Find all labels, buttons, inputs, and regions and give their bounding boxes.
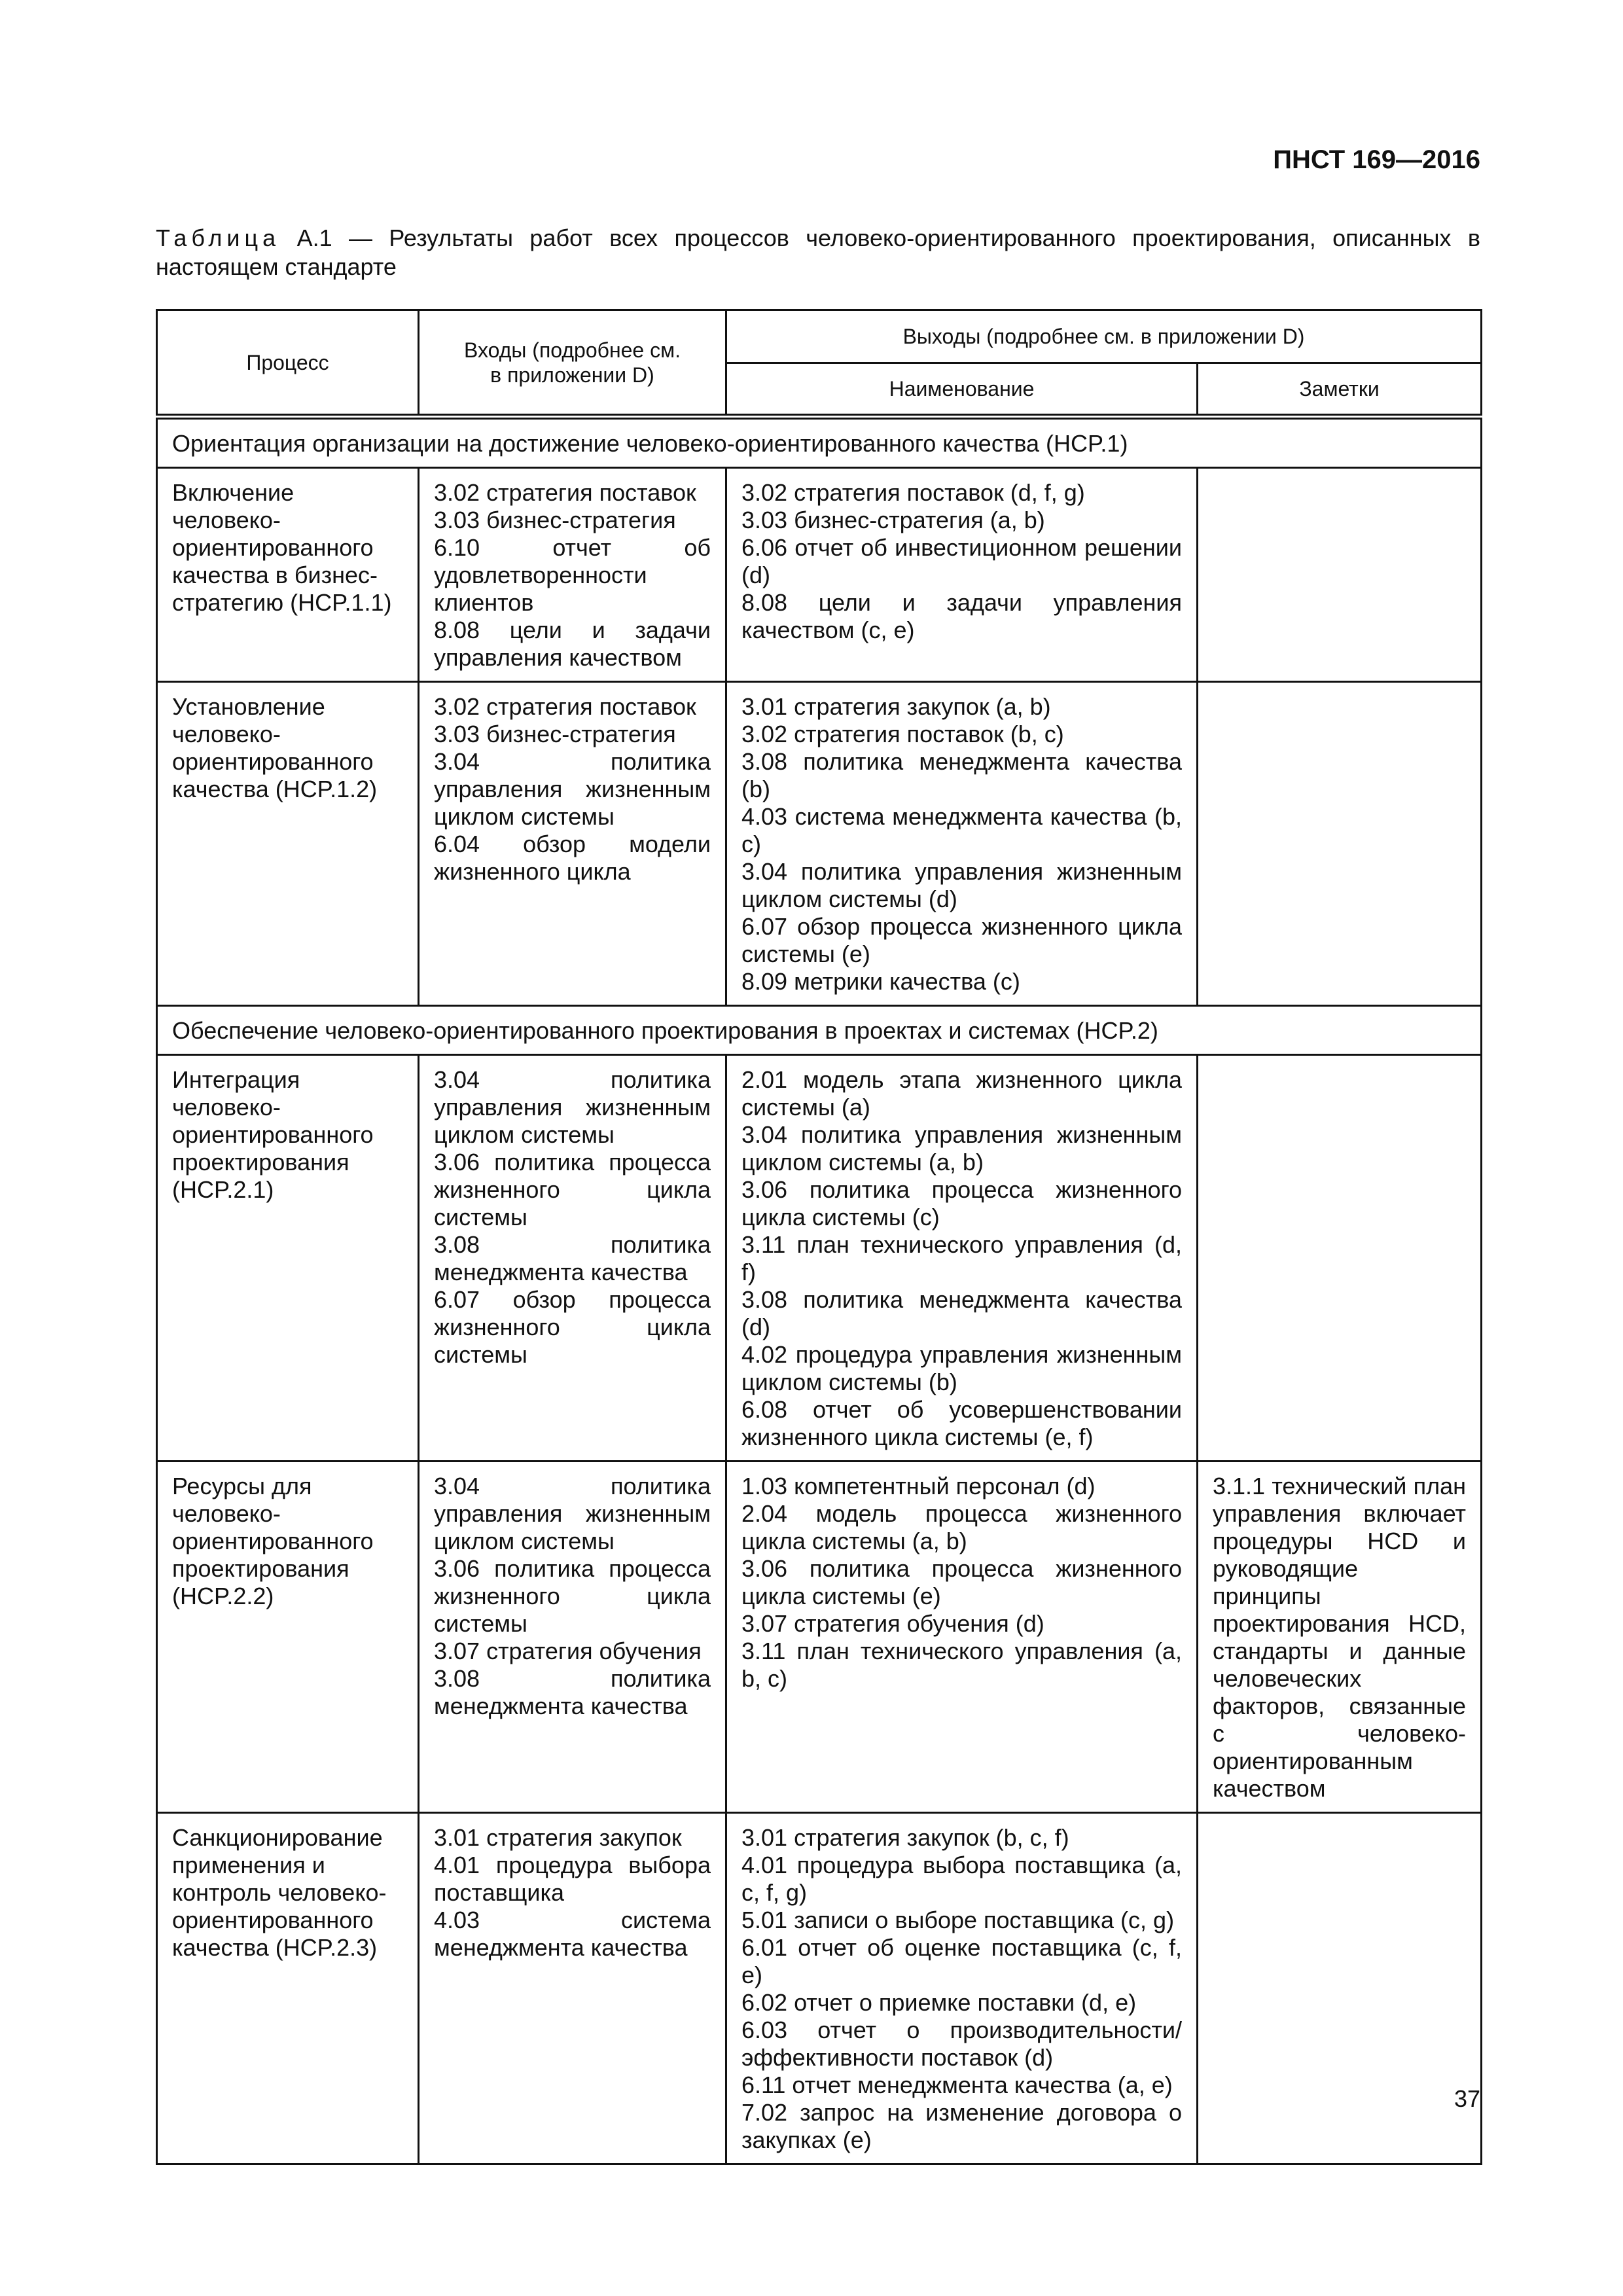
- outputs-cell: [726, 682, 1198, 1006]
- standard-code: ПНСТ 169—2016: [1273, 145, 1480, 174]
- inputs-cell: [419, 1462, 726, 1813]
- page-number: 37: [1454, 2085, 1480, 2112]
- output-item: 4.01 процедура выбора поставщика (a, c, f, g): [741, 1852, 1182, 1906]
- output-item: 3.11 план технического управления (d, f): [741, 1231, 1182, 1285]
- inputs-cell: [419, 1055, 726, 1462]
- input-item: 3.04 политика управления жизненным циклом системы: [434, 1066, 711, 1148]
- output-item: 3.06 политика процесса жизненного цикла системы (e): [741, 1555, 1182, 1609]
- output-item: 1.03 компетентный персонал (d): [741, 1473, 1096, 1499]
- header-outputs: Выходы (подробнее см. в приложении D): [726, 310, 1482, 363]
- input-item: 8.08 цели и задачи управления качеством: [434, 617, 711, 671]
- input-item: 3.02 стратегия поставок: [434, 693, 696, 720]
- section-row: [157, 1006, 1482, 1055]
- output-item: 2.01 модель этапа жизненного цикла системы (a): [741, 1066, 1182, 1121]
- output-item: 3.04 политика управления жизненным циклом системы (a, b): [741, 1121, 1182, 1175]
- table-row: [157, 1462, 1482, 1813]
- output-item: 6.03 отчет о производительности/эффективности поставок (d): [741, 2017, 1182, 2071]
- section-title: Ориентация организации на достижение человеко-ориентированного качества (HCP.1): [157, 417, 1482, 468]
- caption-label: Таблица: [156, 224, 281, 251]
- table-body: [157, 417, 1482, 2164]
- output-item: 3.01 стратегия закупок (a, b): [741, 693, 1051, 720]
- input-item: 3.03 бизнес-стратегия: [434, 721, 676, 747]
- header-inputs: Входы (подробнее см. в приложении D): [419, 310, 726, 417]
- results-table: [156, 309, 1482, 2165]
- input-item: 3.06 политика процесса жизненного цикла системы: [434, 1555, 711, 1637]
- input-item: 3.08 политика менеджмента качества: [434, 1231, 711, 1285]
- input-item: 3.04 политика управления жизненным циклом системы: [434, 1473, 711, 1554]
- section-row: [157, 417, 1482, 468]
- section-title: Обеспечение человеко-ориентированного проектирования в проектах и системах (HCP.2): [157, 1006, 1482, 1055]
- input-item: 3.07 стратегия обучения: [434, 1638, 702, 1664]
- output-item: 3.08 политика менеджмента качества (b): [741, 748, 1182, 802]
- output-item: 3.07 стратегия обучения (d): [741, 1610, 1044, 1637]
- process-cell: Ресурсы для человеко-ориентированного проектирования (HCP.2.2): [157, 1462, 419, 1813]
- table-row: [157, 468, 1482, 682]
- caption-text: А.1 — Результаты работ всех процессов человеко-ориентированного проектирования, описанных в настоящем стандарте: [156, 224, 1480, 280]
- input-item: 3.03 бизнес-стратегия: [434, 507, 676, 533]
- notes-cell: 3.1.1 технический план управления включает процедуры HCD и руководящие принципы проектирования HCD, стандарты и данные человеческих факторов, связанные с человеко-ориентированным качеством: [1198, 1462, 1482, 1813]
- input-item: 6.10 отчет об удовлетворенности клиентов: [434, 534, 711, 616]
- output-item: 6.06 отчет об инвестиционном решении (d): [741, 534, 1182, 588]
- notes-cell: [1198, 468, 1482, 682]
- output-item: 2.04 модель процесса жизненного цикла системы (a, b): [741, 1500, 1182, 1554]
- output-item: 3.03 бизнес-стратегия (a, b): [741, 507, 1045, 533]
- input-item: 6.07 обзор процесса жизненного цикла системы: [434, 1286, 711, 1368]
- input-item: 6.04 обзор модели жизненного цикла: [434, 831, 711, 885]
- output-item: 4.02 процедура управления жизненным циклом системы (b): [741, 1341, 1182, 1395]
- inputs-cell: [419, 682, 726, 1006]
- process-cell: Интеграция человеко-ориентированного проектирования (HCP.2.1): [157, 1055, 419, 1462]
- output-item: 6.11 отчет менеджмента качества (a, e): [741, 2072, 1173, 2098]
- outputs-cell: [726, 1462, 1198, 1813]
- output-item: 7.02 запрос на изменение договора о закупках (e): [741, 2099, 1182, 2153]
- header-process: Процесс: [157, 310, 419, 417]
- notes-cell: [1198, 1055, 1482, 1462]
- output-item: 6.02 отчет о приемке поставки (d, e): [741, 1989, 1137, 2016]
- input-item: 4.01 процедура выбора поставщика: [434, 1852, 711, 1906]
- process-cell: Санкционирование применения и контроль человеко-ориентированного качества (HCP.2.3): [157, 1813, 419, 2164]
- process-cell: Включение человеко-ориентированного качества в бизнес-стратегию (HCP.1.1): [157, 468, 419, 682]
- output-item: 3.01 стратегия закупок (b, c, f): [741, 1824, 1069, 1851]
- outputs-cell: [726, 1813, 1198, 2164]
- table-row: [157, 1055, 1482, 1462]
- output-item: 6.07 обзор процесса жизненного цикла системы (e): [741, 913, 1182, 967]
- inputs-cell: [419, 1813, 726, 2164]
- table-caption: [156, 224, 1480, 281]
- output-item: 6.08 отчет об усовершенствовании жизненного цикла системы (e, f): [741, 1396, 1182, 1450]
- output-item: 4.03 система менеджмента качества (b, c): [741, 803, 1182, 857]
- table-row: [157, 682, 1482, 1006]
- output-item: 3.08 политика менеджмента качества (d): [741, 1286, 1182, 1340]
- input-item: 3.04 политика управления жизненным циклом системы: [434, 748, 711, 830]
- input-item: 3.01 стратегия закупок: [434, 1824, 682, 1851]
- output-item: 3.02 стратегия поставок (d, f, g): [741, 479, 1085, 506]
- header-notes: Заметки: [1198, 363, 1482, 417]
- output-item: 8.08 цели и задачи управления качеством (c, e): [741, 589, 1182, 643]
- input-item: 4.03 система менеджмента качества: [434, 1907, 711, 1961]
- output-item: 5.01 записи о выборе поставщика (c, g): [741, 1907, 1175, 1933]
- inputs-cell: [419, 468, 726, 682]
- output-item: 3.04 политика управления жизненным циклом системы (d): [741, 858, 1182, 912]
- input-item: 3.06 политика процесса жизненного цикла системы: [434, 1149, 711, 1230]
- header-name: Наименование: [726, 363, 1198, 417]
- output-item: 3.02 стратегия поставок (b, c): [741, 721, 1064, 747]
- table-row: [157, 1813, 1482, 2164]
- output-item: 3.06 политика процесса жизненного цикла системы (c): [741, 1176, 1182, 1230]
- input-item: 3.02 стратегия поставок: [434, 479, 696, 506]
- notes-cell: [1198, 682, 1482, 1006]
- notes-cell: [1198, 1813, 1482, 2164]
- input-item: 3.08 политика менеджмента качества: [434, 1665, 711, 1719]
- output-item: 6.01 отчет об оценке поставщика (c, f, e): [741, 1934, 1182, 1988]
- output-item: 8.09 метрики качества (c): [741, 968, 1020, 995]
- output-item: 3.11 план технического управления (a, b, c): [741, 1638, 1182, 1692]
- outputs-cell: [726, 468, 1198, 682]
- outputs-cell: [726, 1055, 1198, 1462]
- process-cell: Установление человеко-ориентированного качества (HCP.1.2): [157, 682, 419, 1006]
